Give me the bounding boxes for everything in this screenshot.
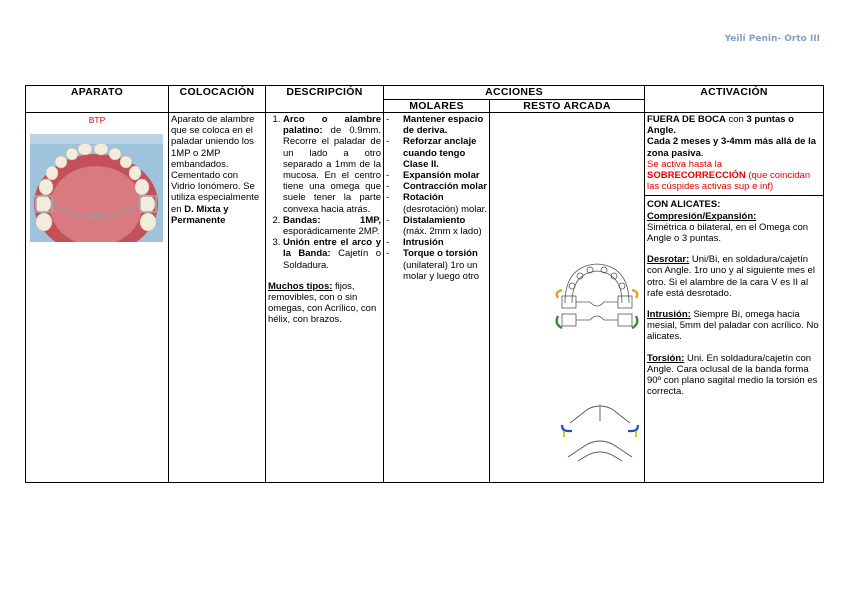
cell-aparato — [26, 113, 169, 483]
aparato-title: BTP — [88, 115, 106, 125]
section-text: Simétrica o bilateral, en el Omega con Angle o 3 puntas. — [647, 221, 809, 245]
expansion-diagram — [550, 258, 645, 333]
descripcion-extra-text: fijos, removibles, con o sin omegas, con Acrílico, con hélix, con brazos. — [268, 280, 377, 326]
fuera-boca-red-2: (que coincidan las cúspides activas sup e inf) — [647, 170, 811, 193]
fuera-boca-label: FUERA DE BOCA — [647, 114, 726, 125]
descripcion-item-text: de 0.9mm. Recorre el paladar de un lado a otro separado a 1mm de la mucosa. En el centro tiene una omega que suele tener la parte convexa hacia atrás. — [283, 125, 381, 215]
fuera-boca-puntas: 3 puntas o Angle. — [647, 114, 794, 137]
cell-activacion — [645, 113, 824, 483]
molares-item — [386, 181, 487, 192]
alicates-title: CON ALICATES: — [647, 199, 721, 211]
activacion-section — [647, 309, 821, 343]
descripcion-item-title: Unión entre el arco y la Banda: — [283, 237, 381, 260]
molares-item-bold: Distalamiento — [403, 214, 466, 226]
cell-resto-arcada — [490, 113, 645, 483]
cell-molares — [384, 113, 490, 483]
molares-item — [386, 248, 487, 282]
molares-item-text: (unilateral) 1ro un molar y luego otro — [403, 259, 480, 282]
section-title: Torsión: — [647, 352, 685, 364]
descripcion-item-title: Arco o alambre palatino: — [283, 114, 381, 137]
section-text: Siempre Bi, omega hacia mesial, 5mm del paladar con acrílico. No alicates. — [647, 309, 819, 343]
descripcion-item-text: Cajetín o Soldadura. — [283, 248, 382, 271]
descripcion-item — [283, 215, 381, 237]
molares-item-bold: Torque o torsión — [403, 248, 478, 260]
molares-item-bold: Expansión molar — [403, 170, 480, 182]
header-aparato: APARATO — [26, 86, 169, 113]
section-title: Compresión/Expansión: — [647, 210, 757, 222]
header-descripcion: DESCRIPCIÓN — [266, 86, 384, 113]
header-resto-arcada: RESTO ARCADA — [490, 99, 645, 113]
molares-item — [386, 215, 487, 237]
descripcion-extra-title: Muchos tipos: — [268, 280, 333, 292]
descripcion-item-text: esporádicamente 2MP. — [283, 226, 380, 238]
palatal-arch-photo — [30, 134, 163, 242]
btp-table — [25, 85, 824, 483]
cell-colocacion — [169, 113, 266, 483]
fuera-boca-block: FUERA DE BOCA con 3 puntas o Angle. Cada 2 meses y 3-4mm más allá de la zona pasiva. Se activa hasta la SOBRECORRECCIÓN (que coincidan las cúspides activas sup e inf) — [645, 114, 823, 196]
molares-item — [386, 136, 487, 170]
molares-item — [386, 170, 487, 181]
molares-item-bold: Intrusión — [403, 237, 444, 249]
molares-item-text: (desrotación) molar. — [403, 203, 487, 215]
molares-item — [386, 237, 487, 248]
section-text: Uni/Bi, en soldadura/cajetín con Angle. 1ro uno y al siguiente mes el otro. Si el alambre de la cara V es II al rafe está desrotado. — [647, 254, 815, 299]
header-colocacion: COLOCACIÓN — [169, 86, 266, 113]
header-molares: MOLARES — [384, 99, 490, 113]
descripcion-item — [283, 237, 381, 271]
molares-list — [386, 114, 487, 282]
activacion-section — [647, 211, 821, 245]
fuera-boca-sobrecorreccion: SOBRECORRECCIÓN — [647, 170, 746, 182]
header-acciones: ACCIONES — [384, 86, 645, 100]
molares-item-bold: Rotación — [403, 192, 444, 204]
cell-descripcion — [266, 113, 384, 483]
author-header: Yeilí Penin- Orto III — [724, 34, 820, 44]
molares-item — [386, 114, 487, 136]
descripcion-list — [268, 114, 381, 271]
fuera-boca-red-1: Se activa hasta la — [647, 158, 723, 170]
fuera-boca-frecuencia: Cada 2 meses y 3-4mm más allá de la zona pasiva — [647, 136, 817, 159]
molares-item-text: (máx. 2mm x lado) — [403, 226, 482, 238]
molares-item-bold: Mantener espacio de deriva. — [403, 114, 484, 137]
section-title: Desrotar: — [647, 254, 690, 266]
header-activacion: ACTIVACIÓN — [645, 86, 824, 113]
torsion-diagram — [558, 401, 643, 476]
molares-item — [386, 192, 487, 214]
colocacion-text: Aparato de alambre que se coloca en el paladar uniendo los 1MP o 2MP embandados. Cementado con Vidrio Ionómero. Se utiliza especialmente en — [171, 114, 260, 215]
molares-item-bold: Contracción molar — [403, 181, 487, 193]
section-text: Uni. En soldadura/cajetín con Angle. Cara oclusal de la banda forma 90º con plano sagital medio la torsión es correcta. — [647, 352, 818, 398]
activacion-section — [647, 353, 821, 398]
fuera-boca-con: con — [728, 114, 744, 125]
descripcion-item-title: Bandas: 1MP, — [283, 214, 381, 226]
descripcion-item — [283, 114, 381, 215]
section-title: Intrusión: — [647, 309, 691, 321]
activacion-section — [647, 254, 821, 299]
colocacion-bold: D. Mixta y Permanente — [171, 203, 229, 226]
molares-item-bold: Reforzar anclaje cuando tengo Clase II. — [403, 136, 477, 170]
